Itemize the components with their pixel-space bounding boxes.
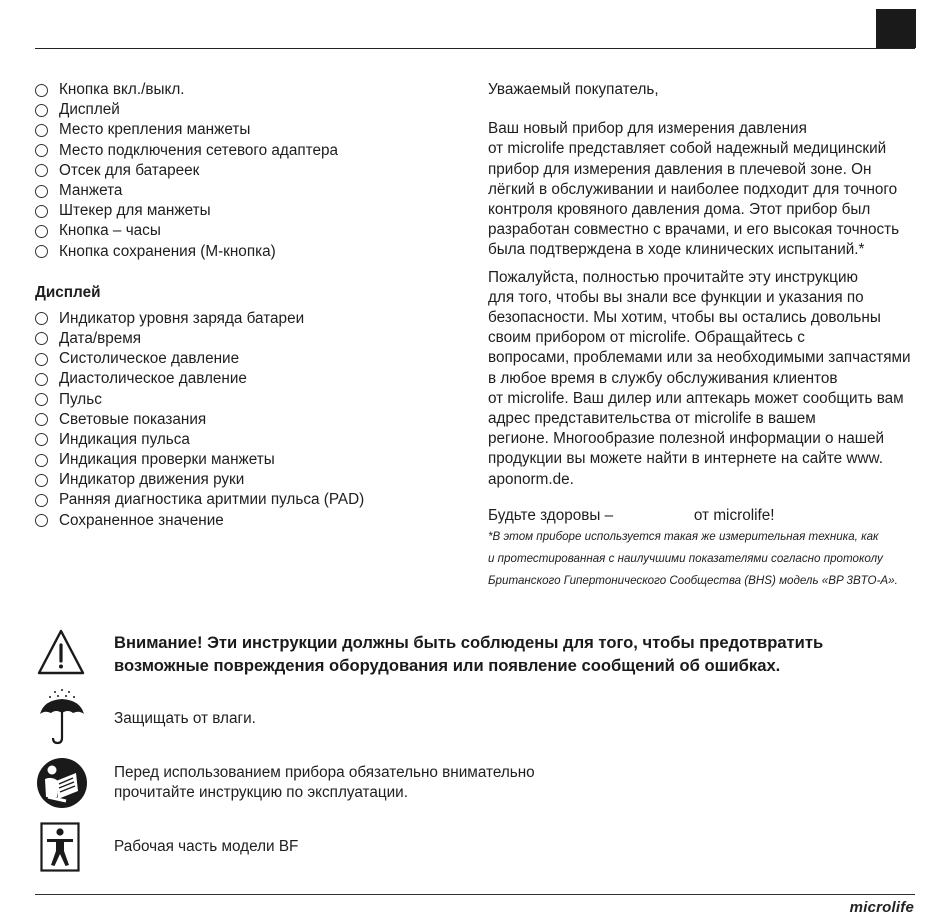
warning-triangle-icon: [36, 628, 86, 676]
list-item-label: Место подключения сетевого адаптера: [59, 141, 339, 159]
circle-bullet-icon: [35, 332, 48, 345]
circle-bullet-icon: [35, 225, 48, 238]
brand-logo: microlife: [849, 899, 914, 916]
circle-bullet-icon: [35, 393, 48, 406]
list-item: [35, 242, 455, 262]
circle-bullet-icon: [35, 413, 48, 426]
list-item-label: Систолическое давление: [59, 350, 240, 368]
bottom-divider: [35, 894, 915, 895]
list-item: [35, 309, 455, 329]
list-item-label: Индикация проверки манжеты: [59, 451, 275, 469]
circle-bullet-icon: [35, 312, 48, 325]
list-item-label: Пульс: [59, 390, 102, 408]
list-item: [35, 369, 455, 389]
list-item-label: Кнопка сохранения (M-кнопка): [59, 242, 276, 260]
list-item: [35, 221, 455, 241]
circle-bullet-icon: [35, 433, 48, 446]
circle-bullet-icon: [35, 454, 48, 467]
list-item: [35, 450, 455, 470]
parts-list: [35, 80, 455, 262]
circle-bullet-icon: [35, 474, 48, 487]
list-item: [35, 470, 455, 490]
list-item: [35, 201, 455, 221]
list-item-label: Место крепления манжеты: [59, 121, 251, 139]
list-item-label: Диастолическое давление: [59, 370, 247, 388]
list-item-label: Дисплей: [59, 101, 120, 119]
circle-bullet-icon: [35, 104, 48, 117]
circle-bullet-icon: [35, 164, 48, 177]
list-item-label: Штекер для манжеты: [59, 202, 211, 220]
list-item: [35, 100, 455, 120]
corner-tab-block: [876, 9, 916, 48]
greeting: Уважаемый покупатель,: [488, 81, 659, 98]
list-item-label: Индикатор движения руки: [59, 471, 245, 489]
list-item: [35, 389, 455, 409]
list-item-label: Индикатор уровня заряда батареи: [59, 309, 305, 327]
bf-applied-part-icon: [40, 822, 80, 872]
parts-column: [35, 80, 455, 531]
list-item-label: Ранняя диагностика аритмии пульса (PAD): [59, 491, 365, 509]
closing-line: Будьте здоровы – от microlife!: [488, 506, 775, 524]
warning-text: Внимание! Эти инструкции должны быть соблюдены для того, чтобы предотвратить возможные повреждения оборудования или появление сообщений об ошибках.: [114, 633, 824, 675]
list-item: [35, 141, 455, 161]
instructions-paragraph: Пожалуйста, полностью прочитайте эту инструкцию для того, чтобы вы знали все функции и указания по безопасности. Мы хотим, чтобы вы остались довольны своим прибором от microlife. Обращайтесь с вопросами, проблемами или за необходимыми запчастями в любое время в службу обслуживания клиентов от microlife. Ваш дилер или аптекарь может сообщить вам адрес представительства от microlife в вашем регионе. Многообразие полезной информации о нашей продукции вы можете найти в интернете на сайте www. aponorm.de.: [488, 268, 911, 488]
list-item-label: Сохраненное значение: [59, 511, 224, 529]
circle-bullet-icon: [35, 205, 48, 218]
circle-bullet-icon: [35, 353, 48, 366]
list-item: [35, 349, 455, 369]
list-item: [35, 410, 455, 430]
list-item: [35, 181, 455, 201]
display-items-list: [35, 309, 455, 531]
list-item: [35, 80, 455, 100]
list-item-label: Индикация пульса: [59, 430, 190, 448]
circle-bullet-icon: [35, 185, 48, 198]
moisture-text: Защищать от влаги.: [114, 710, 256, 727]
list-item: [35, 120, 455, 140]
circle-bullet-icon: [35, 84, 48, 97]
list-item: [35, 329, 455, 349]
circle-bullet-icon: [35, 373, 48, 386]
list-item-label: Манжета: [59, 182, 123, 200]
list-item: [35, 511, 455, 531]
list-item-label: Кнопка вкл./выкл.: [59, 81, 185, 99]
footnote: *В этом приборе используется такая же измерительная техника, как и протестированная с наилучшими показателями согласно протоколу Британского Гипертонического Сообщества (BHS) модель «BP 3BTO-A».: [488, 530, 898, 588]
list-item: [35, 430, 455, 450]
bf-part-text: Рабочая часть модели BF: [114, 838, 299, 855]
list-item-label: Световые показания: [59, 410, 207, 428]
circle-bullet-icon: [35, 245, 48, 258]
read-manual-text: Перед использованием прибора обязательно внимательно прочитайте инструкцию по эксплуатации.: [114, 764, 535, 802]
intro-column: [488, 80, 918, 592]
display-heading: Дисплей: [35, 283, 101, 301]
list-item: [35, 490, 455, 510]
circle-bullet-icon: [35, 124, 48, 137]
read-manual-icon: [36, 757, 88, 809]
list-item-label: Дата/время: [59, 329, 142, 347]
top-divider: [35, 48, 915, 49]
intro-paragraph: Ваш новый прибор для измерения давления от microlife представляет собой надежный медицинский прибор для измерения давления в плечевой зоне. Он лёгкий в обслуживании и наиболее подходит для точного контроля кровяного давления дома. Этот прибор был разработан совместно с врачами, и его высокая точность была подтверждена в ходе клинических испытаний.*: [488, 120, 900, 259]
list-item: [35, 161, 455, 181]
circle-bullet-icon: [35, 494, 48, 507]
list-item-label: Кнопка – часы: [59, 222, 161, 240]
list-item-label: Отсек для батареек: [59, 161, 200, 179]
umbrella-icon: [38, 688, 86, 746]
circle-bullet-icon: [35, 144, 48, 157]
circle-bullet-icon: [35, 514, 48, 527]
